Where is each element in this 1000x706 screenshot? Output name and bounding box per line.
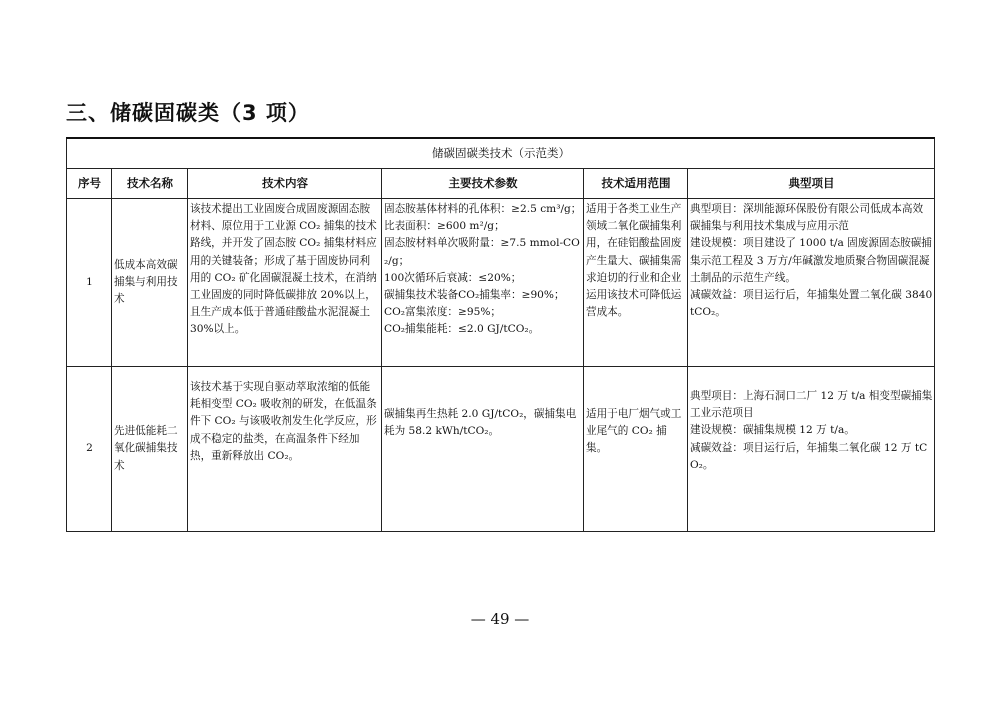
technology-name: 低成本高效碳捕集与利用技术: [112, 199, 188, 367]
project-line: 减碳效益：项目运行后，年捕集处置二氧化碳 3840 tCO₂。: [690, 289, 933, 319]
header-scope: 技术适用范围: [584, 169, 688, 199]
technology-params: [382, 199, 584, 367]
header-index: 序号: [67, 169, 112, 199]
project-line: 建设规模：碳捕集规模 12 万 t/a。: [690, 424, 855, 437]
section-heading: 三、储碳固碳类（3 项）: [66, 101, 310, 125]
param-line: 固态胺基体材料的孔体积：≥2.5 cm³/g；: [384, 203, 582, 215]
project-line: 典型项目：深圳能源环保股份有限公司低成本高效碳捕集与利用技术集成与应用示范: [690, 203, 924, 233]
param-line: CO₂富集浓度：≥95%；: [384, 306, 502, 319]
page-number: — 49 —: [470, 610, 530, 628]
row-index: 1: [67, 199, 112, 367]
technology-name: 先进低能耗二氧化碳捕集技术: [112, 367, 188, 532]
project-line: 减碳效益：项目运行后，年捕集二氧化碳 12 万 tCO₂。: [690, 441, 928, 471]
param-line: CO₂捕集能耗：≤2.0 GJ/tCO₂。: [384, 323, 540, 336]
technology-scope: 适用于电厂烟气或工业尾气的 CO₂ 捕集。: [584, 367, 688, 532]
param-line: 比表面积：≥600 m²/g；: [384, 220, 505, 233]
header-name: 技术名称: [112, 169, 188, 199]
param-line: 100次循环后衰减：≤20%；: [384, 271, 522, 284]
header-project: 典型项目: [688, 169, 935, 199]
technology-content: 该技术基于实现自驱动萃取浓缩的低能耗相变型 CO₂ 吸收剂的研发，在低温条件下 CO₂ 与该吸收剂发生化学反应，形成不稳定的盐类，在高温条件下经加热，重新释放出 CO₂。: [188, 367, 382, 532]
header-params: 主要技术参数: [382, 169, 584, 199]
table-header-row: [67, 169, 935, 199]
technology-params: [382, 367, 584, 532]
typical-project: [688, 199, 935, 367]
param-line: 碳捕集再生热耗 2.0 GJ/tCO₂，碳捕集电耗为 58.2 kWh/tCO₂。: [384, 408, 577, 438]
typical-project: [688, 367, 935, 532]
table-row: [67, 199, 935, 367]
param-line: 固态胺材料单次吸附量：≥7.5 mmol-CO₂/g；: [384, 237, 580, 267]
row-index: 2: [67, 367, 112, 532]
project-line: 典型项目：上海石洞口二厂 12 万 t/a 相变型碳捕集工业示范项目: [690, 390, 933, 420]
project-line: 建设规模：项目建设了 1000 t/a 固废源固态胺碳捕集示范工程及 3 万方/年碱激发地质聚合物固碳混凝土制品的示范生产线。: [690, 237, 932, 284]
technology-scope: 适用于各类工业生产领域二氧化碳捕集利用，在硅铝酸盐固废产生量大、碳捕集需求迫切的行业和企业运用该技术可降低运营成本。: [584, 199, 688, 367]
param-line: 碳捕集技术装备CO₂捕集率：≥90%；: [384, 289, 565, 302]
technology-content: 该技术提出工业固废合成固废源固态胺材料、原位用于工业源 CO₂ 捕集的技术路线，并开发了固态胺 CO₂ 捕集材料应用的关键装备；形成了基于固废协同利用的 CO₂ 矿化固碳混凝土技术，在消纳工业固废的同时降低碳排放 20%以上，且生产成本低于普通硅酸盐水泥混凝土 30%以上。: [188, 199, 382, 367]
header-content: 技术内容: [188, 169, 382, 199]
table-row: [67, 367, 935, 532]
technology-table: [66, 137, 935, 532]
table-caption: 储碳固碳类技术（示范类）: [67, 138, 935, 169]
